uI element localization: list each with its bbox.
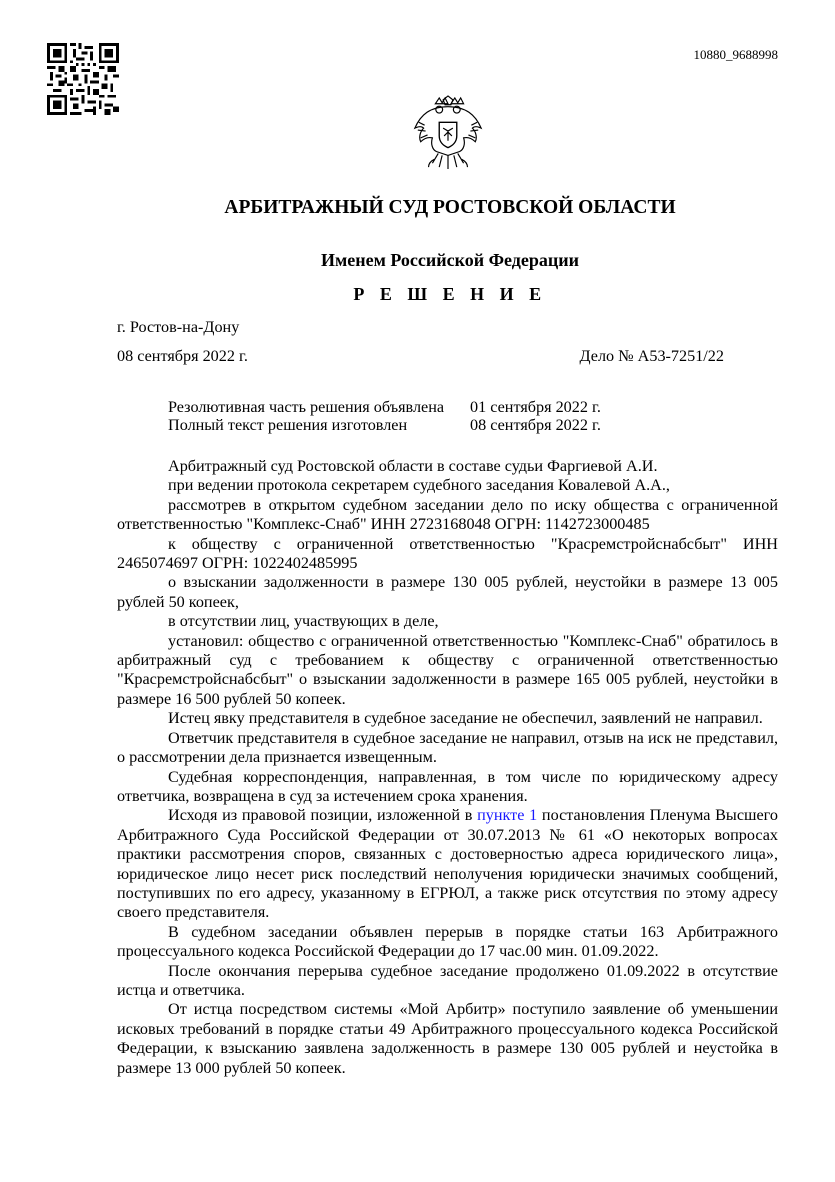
decision-title: Р Е Ш Е Н И Е — [353, 284, 547, 304]
link-punkt-1[interactable]: пункте 1 — [477, 806, 538, 825]
decision-body — [117, 457, 778, 1078]
fulltext-date: 08 сентября 2022 г. — [470, 416, 601, 434]
case-number: Дело № А53-7251/22 — [579, 347, 724, 365]
paragraph: После окончания перерыва судебное заседание продолжено 01.09.2022 в отсутствие истца и ответчика. — [117, 961, 778, 999]
paragraph: при ведении протокола секретарем судебного заседания Ковалевой А.А., — [168, 476, 670, 495]
resolution-label: Резолютивная часть решения объявлена — [168, 398, 445, 416]
paragraph: к обществу с ограниченной ответственностью "Красремстройснабсбыт" ИНН 2465074697 ОГРН: 1022402485995 — [117, 534, 778, 573]
resolution-date: 01 сентября 2022 г. — [470, 398, 601, 416]
paragraph: Истец явку представителя в судебное заседание не обеспечил, заявлений не направил. — [168, 709, 763, 728]
decision-date: 08 сентября 2022 г. — [117, 347, 248, 365]
qr-code — [47, 43, 119, 115]
paragraph: В судебном заседании объявлен перерыв в порядке статьи 163 Арбитражного процессуального кодекса Российской Федерации до 17 час.00 мин. 01.09.2022. — [117, 922, 778, 961]
paragraph: Судебная корреспонденция, направленная, в том числе по юридическому адресу ответчика, возвращена в суд за истечением срока хранения. — [117, 767, 778, 805]
paragraph: о взыскании задолженности в размере 130 005 рублей, неустойки в размере 13 005 рублей 50 копеек, — [117, 573, 778, 611]
paragraph: От истца посредством системы «Мой Арбитр» поступило заявление об уменьшении исковых требований в порядке статьи 49 Арбитражного процессуального кодекса Российской Федерации, к взысканию заявлена задолженность в размере 130 005 рублей и неустойка в размере 13 000 рублей 50 копеек. — [117, 1000, 778, 1077]
paragraph-legal-position — [117, 806, 778, 922]
fulltext-label: Полный текст решения изготовлен — [168, 416, 408, 434]
paragraph: рассмотрев в открытом судебном заседании дело по иску общества с ограниченной ответственностью "Комплекс-Снаб" ИНН 2723168048 ОГРН: 1142723000485 — [117, 495, 778, 534]
text-segment: постановления Пленума Высшего Арбитражного Суда Российской Федерации от 30.07.2013 № 61 «О некоторых вопросах практики рассмотрения споров, связанных с достоверностью адреса юридического лица», юридическое лицо несет риск последствий неполучения юридически значимых сообщений, поступивших по его адресу, указанному в ЕГРЮЛ, а также риск отсутствия по этому адресу своего представителя. — [117, 806, 778, 922]
paragraph: установил: общество с ограниченной ответственностью "Комплекс-Снаб" обратилось в арбитражный суд с требованием к обществу с ограниченной ответственностью "Красремстройснабсбыт" о взыскании задолженности в размере 165 005 рублей, неустойки в размере 16 500 рублей 50 копеек. — [117, 631, 778, 708]
court-name: АРБИТРАЖНЫЙ СУД РОСТОВСКОЙ ОБЛАСТИ — [224, 197, 676, 218]
in-name-heading: Именем Российской Федерации — [320, 250, 580, 270]
paragraph: в отсутствии лиц, участвующих в деле, — [168, 612, 439, 631]
coat-of-arms-emblem — [409, 95, 487, 171]
document-id: 10880_9688998 — [693, 47, 778, 62]
paragraph: Арбитражный суд Ростовской области в составе судьи Фаргиевой А.И. — [168, 457, 658, 475]
text-segment: Исходя из правовой позиции, изложенной в — [168, 806, 478, 825]
city: г. Ростов-на-Дону — [117, 318, 240, 336]
paragraph: Ответчик представителя в судебное заседание не направил, отзыв на иск не представил, о рассмотрении дела признается извещенным. — [117, 728, 778, 767]
